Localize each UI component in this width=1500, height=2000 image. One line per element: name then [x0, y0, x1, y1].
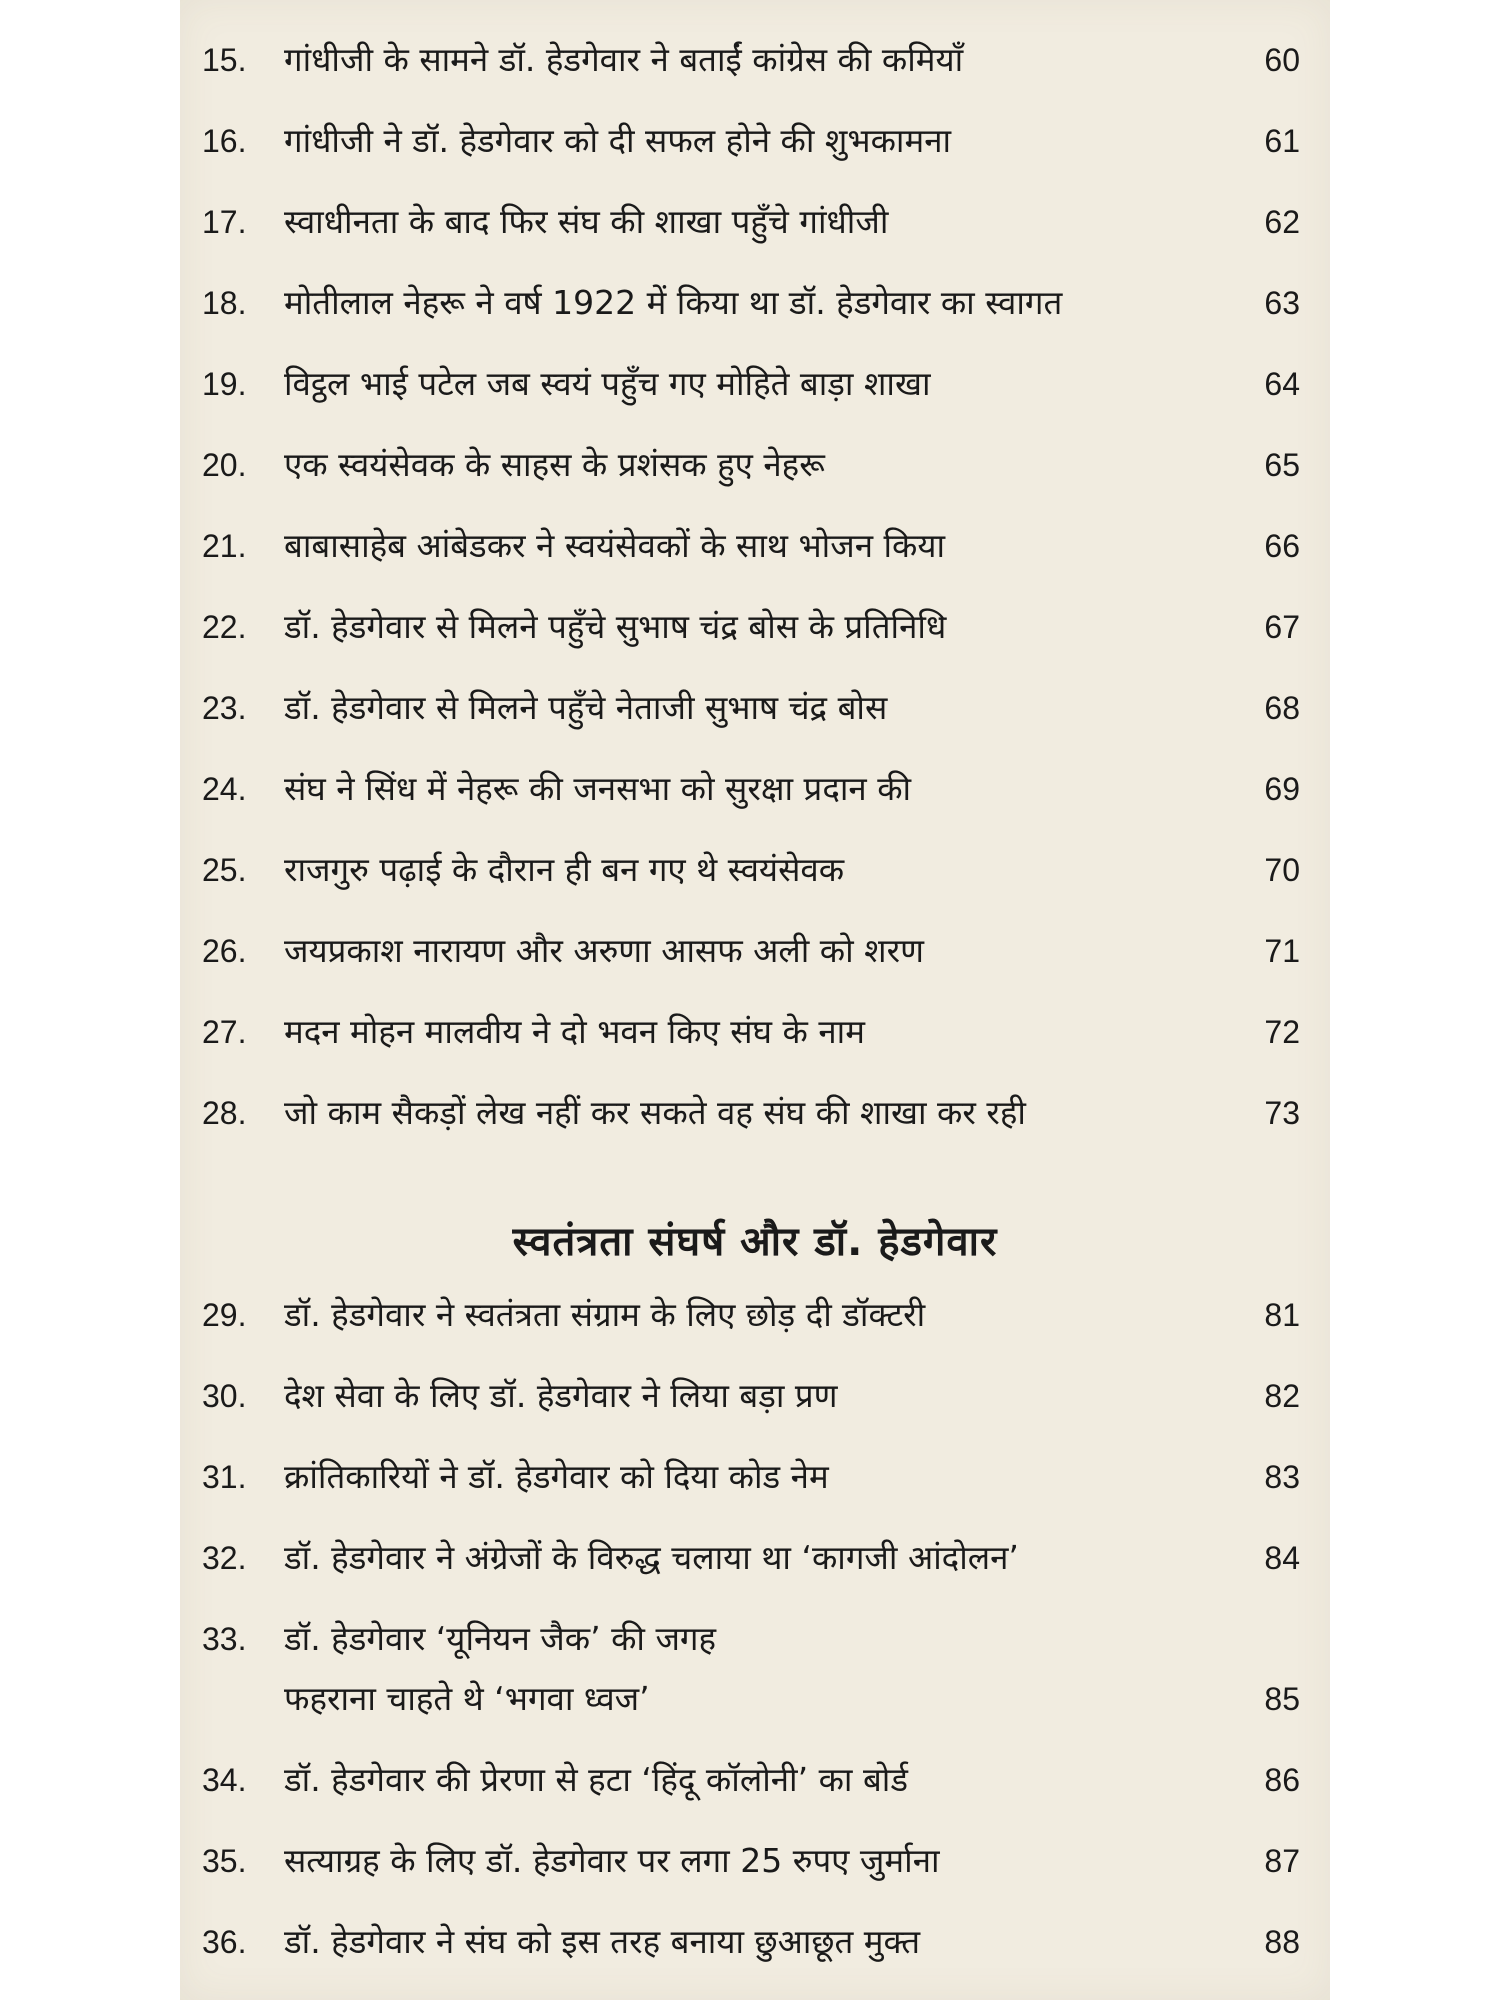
- entry-number: 31.: [202, 1459, 247, 1495]
- toc-entry-26: [180, 921, 1330, 981]
- toc-entry-35: [180, 1831, 1330, 1891]
- entry-page-number: 88: [1264, 1924, 1300, 1960]
- entry-page-number: 82: [1264, 1378, 1300, 1414]
- entry-title: बाबासाहेब आंबेडकर ने स्वयंसेवकों के साथ भोजन किया: [284, 526, 946, 565]
- entry-number: 29.: [202, 1297, 247, 1333]
- entry-title: डॉ. हेडगेवार की प्रेरणा से हटा ‘हिंदू कॉलोनी’ का बोर्ड: [284, 1760, 909, 1799]
- toc-entry-28: [180, 1083, 1330, 1143]
- entry-page-number: 66: [1264, 528, 1300, 564]
- entry-title: देश सेवा के लिए डॉ. हेडगेवार ने लिया बड़ा प्रण: [284, 1376, 838, 1415]
- entry-number: 15.: [202, 42, 247, 78]
- entry-page-number: 63: [1264, 285, 1300, 321]
- entry-title: सत्याग्रह के लिए डॉ. हेडगेवार पर लगा 25 रुपए जुर्माना: [284, 1841, 940, 1880]
- entry-title: [284, 1609, 1174, 1729]
- entry-number: 20.: [202, 447, 247, 483]
- entry-title: डॉ. हेडगेवार से मिलने पहुँचे सुभाष चंद्र बोस के प्रतिनिधि: [284, 607, 947, 646]
- section-heading: स्वतंत्रता संघर्ष और डॉ. हेडगेवार: [512, 1219, 998, 1265]
- entry-page-number: 86: [1264, 1762, 1300, 1798]
- table-of-contents: [180, 0, 1330, 2000]
- toc-entry-16: [180, 111, 1330, 171]
- entry-title: डॉ. हेडगेवार ने स्वतंत्रता संग्राम के लिए छोड़ दी डॉक्टरी: [284, 1295, 926, 1334]
- entry-page-number: 60: [1264, 42, 1300, 78]
- toc-entry-29: [180, 1285, 1330, 1345]
- entry-title: जयप्रकाश नारायण और अरुणा आसफ अली को शरण: [284, 931, 924, 970]
- entry-number: 17.: [202, 204, 247, 240]
- entry-number: 30.: [202, 1378, 247, 1414]
- toc-entry-32: [180, 1528, 1330, 1588]
- entry-title: गांधीजी ने डॉ. हेडगेवार को दी सफल होने की शुभकामना: [284, 121, 952, 160]
- entry-page-number: 70: [1264, 852, 1300, 888]
- toc-entry-21: [180, 516, 1330, 576]
- entry-title: संघ ने सिंध में नेहरू की जनसभा को सुरक्षा प्रदान की: [284, 769, 912, 808]
- entry-number: 28.: [202, 1095, 247, 1131]
- entry-number: 19.: [202, 366, 247, 402]
- entry-number: 21.: [202, 528, 247, 564]
- entry-number: 18.: [202, 285, 247, 321]
- entry-page-number: 69: [1264, 771, 1300, 807]
- entry-number: 36.: [202, 1924, 247, 1960]
- toc-entry-30: [180, 1366, 1330, 1426]
- toc-entry-27: [180, 1002, 1330, 1062]
- entry-title: क्रांतिकारियों ने डॉ. हेडगेवार को दिया कोड नेम: [284, 1457, 829, 1496]
- entry-page-number: 84: [1264, 1540, 1300, 1576]
- entry-title: मदन मोहन मालवीय ने दो भवन किए संघ के नाम: [284, 1012, 865, 1051]
- entry-page-number: 81: [1264, 1297, 1300, 1333]
- entry-title: मोतीलाल नेहरू ने वर्ष 1922 में किया था डॉ. हेडगेवार का स्वागत: [284, 283, 1063, 322]
- entry-number: 33.: [202, 1621, 247, 1657]
- toc-entry-18: [180, 273, 1330, 333]
- toc-entry-34: [180, 1750, 1330, 1810]
- entry-number: 24.: [202, 771, 247, 807]
- entry-page-number: 68: [1264, 690, 1300, 726]
- toc-entry-19: [180, 354, 1330, 414]
- entry-page-number: 83: [1264, 1459, 1300, 1495]
- entry-title-line-2: फहराना चाहते थे ‘भगवा ध्वज’: [284, 1679, 650, 1718]
- entry-title: डॉ. हेडगेवार ने संघ को इस तरह बनाया छुआछूत मुक्त: [284, 1922, 921, 1961]
- entry-number: 23.: [202, 690, 247, 726]
- entry-number: 34.: [202, 1762, 247, 1798]
- toc-entry-22: [180, 597, 1330, 657]
- entry-title: डॉ. हेडगेवार ने अंग्रेजों के विरुद्ध चलाया था ‘कागजी आंदोलन’: [284, 1538, 1019, 1577]
- entry-title: स्वाधीनता के बाद फिर संघ की शाखा पहुँचे गांधीजी: [284, 202, 889, 241]
- entry-page-number: 72: [1264, 1014, 1300, 1050]
- toc-entry-15: [180, 30, 1330, 90]
- book-page: [180, 0, 1330, 2000]
- toc-entry-23: [180, 678, 1330, 738]
- toc-entry-24: [180, 759, 1330, 819]
- entry-number: 35.: [202, 1843, 247, 1879]
- entry-page-number: 73: [1264, 1095, 1300, 1131]
- entry-number: 22.: [202, 609, 247, 645]
- entry-page-number: 67: [1264, 609, 1300, 645]
- toc-entry-20: [180, 435, 1330, 495]
- entry-title: एक स्वयंसेवक के साहस के प्रशंसक हुए नेहरू: [284, 445, 825, 484]
- entry-page-number: 87: [1264, 1843, 1300, 1879]
- toc-entry-31: [180, 1447, 1330, 1507]
- toc-entry-36: [180, 1912, 1330, 1972]
- entry-title-line-1: डॉ. हेडगेवार ‘यूनियन जैक’ की जगह: [284, 1619, 717, 1658]
- entry-title: जो काम सैकड़ों लेख नहीं कर सकते वह संघ की शाखा कर रही: [284, 1093, 1026, 1132]
- entry-page-number: 62: [1264, 204, 1300, 240]
- entry-page-number: 65: [1264, 447, 1300, 483]
- entry-title: गांधीजी के सामने डॉ. हेडगेवार ने बताईं कांग्रेस की कमियाँ: [284, 40, 964, 79]
- entry-number: 32.: [202, 1540, 247, 1576]
- entry-number: 26.: [202, 933, 247, 969]
- entry-page-number: 61: [1264, 123, 1300, 159]
- entry-number: 16.: [202, 123, 247, 159]
- entry-title: राजगुरु पढ़ाई के दौरान ही बन गए थे स्वयंसेवक: [284, 850, 845, 889]
- toc-entry-33: [180, 1609, 1330, 1729]
- entry-number: 27.: [202, 1014, 247, 1050]
- entry-title: डॉ. हेडगेवार से मिलने पहुँचे नेताजी सुभाष चंद्र बोस: [284, 688, 888, 727]
- entry-number: 25.: [202, 852, 247, 888]
- entry-title: विट्ठल भाई पटेल जब स्वयं पहुँच गए मोहिते बाड़ा शाखा: [284, 364, 931, 403]
- entry-page-number: 85: [1264, 1681, 1300, 1717]
- toc-entry-17: [180, 192, 1330, 252]
- toc-entry-25: [180, 840, 1330, 900]
- entry-page-number: 64: [1264, 366, 1300, 402]
- entry-page-number: 71: [1264, 933, 1300, 969]
